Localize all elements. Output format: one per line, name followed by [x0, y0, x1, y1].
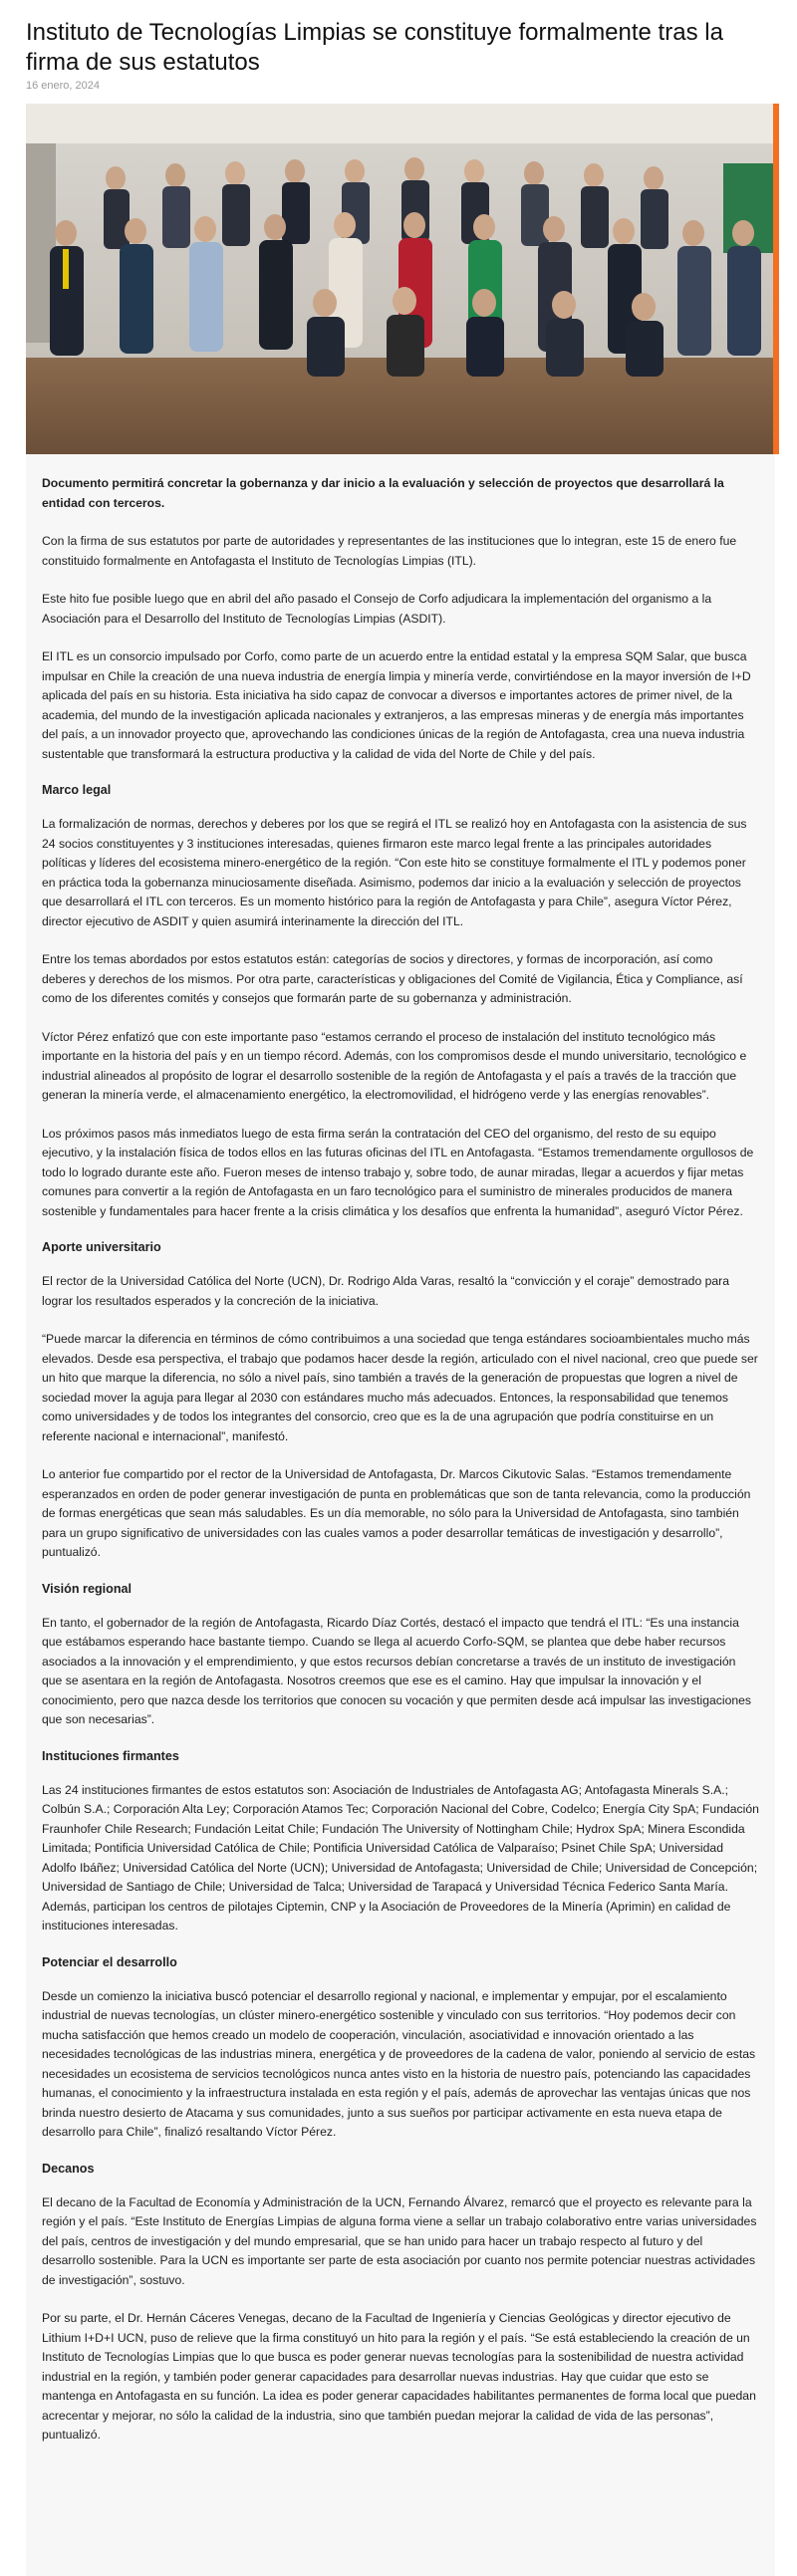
article-paragraph: Este hito fue posible luego que en abril del año pasado el Consejo de Corfo adjudicara la implementación del organismo a la Asociación para el Desarrollo del Instituto de Tecnologías Limpias (ASDIT).: [42, 592, 712, 626]
article-lead: Documento permitirá concretar la gobernanza y dar inicio a la evaluación y selección de proyectos que desarrollará la entidad con terceros.: [42, 476, 724, 510]
article-paragraph: Lo anterior fue compartido por el rector de la Universidad de Antofagasta, Dr. Marcos Cikutovic Salas. “Estamos tremendamente esperanzados en orden de poder generar investigación de punta en problemáticas que son de tanta relevancia, como la producción de formas energéticas que sean más saludables. Es un día memorable, no sólo para la Universidad de Antofagasta, sino también para un grupo significativo de universidades con las cuales vamos a poder desarrollar temáticas de investigación y desarrollo”, puntualizó.: [42, 1467, 751, 1559]
section-heading-decanos: Decanos: [42, 2161, 95, 2176]
article-paragraph: El ITL es un consorcio impulsado por Corfo, como parte de un acuerdo entre la entidad estatal y la empresa SQM Salar, que busca impulsar en Chile la creación de una nueva industria de energía limpia y minería verde, convirtiéndose en la mayor inversión de I+D aplicada del país en su historia. Esta iniciativa ha sido capaz de convocar a diversos e importantes actores de primer nivel, de la academia, del mundo de la investigación aplicada nacionales y extranjeros, a las empresas mineras y de energía más importantes del país, a un innovador proyecto que, aprovechando las condiciones únicas de la región de Antofagasta, crea una nueva industria sustentable que transformará la estructura productiva y la calidad de vida del Norte de Chile y del país.: [42, 649, 751, 761]
article-photo: [26, 104, 775, 454]
article-paragraph: El decano de la Facultad de Economía y Administración de la UCN, Fernando Álvarez, remarcó que el proyecto es relevante para la región y el país. “Este Instituto de Energías Limpias de alguna forma viene a sellar un trabajo colaborativo entre varias universidades del país, centros de investigación y del mundo empresarial, que se han unido para hacer un trabajo respecto al futuro y del desarrollo sostenible. Para la UCN es importante ser parte de esta asociación por cuanto nos permite potenciar nuestras actividades de investigación”, sostuvo.: [42, 2194, 757, 2287]
article-date: 16 enero, 2024: [26, 80, 101, 92]
section-heading-instituciones-firmantes: Instituciones firmantes: [42, 1748, 179, 1763]
article-paragraph: “Puede marcar la diferencia en términos de cómo contribuimos a una sociedad que tenga estándares socioambientales mucho más elevados. Desde esa perspectiva, el trabajo que podamos hacer desde la región, articulado con el nivel nacional, creo que puede ser un hito que marque la diferencia, no sólo a nivel país, sino también a través de la generación de propuestas que logren a nivel de sociedad mover la aguja para llegar al 2030 con estándares mucho más adecuados. Entonces, la responsabilidad que tenemos como universidades y de todos los integrantes del consorcio, creo que es la de una agrupación que podría constituirse en un referente nacional e internacional”, manifestó.: [42, 1332, 758, 1443]
section-heading-marco-legal: Marco legal: [42, 783, 112, 797]
article-title: Instituto de Tecnologías Limpias se constituye formalmente tras la firma de sus estatutos: [26, 19, 723, 76]
article-header: [0, 0, 797, 98]
article-paragraph: En tanto, el gobernador de la región de Antofagasta, Ricardo Díaz Cortés, destacó el impacto que tendrá el ITL: “Es una instancia que estábamos esperando hace bastante tiempo. Cuando se llega al acuerdo Corfo-SQM, se plantea que debe haber recursos asociados a la innovación y el emprendimiento, y que estos recursos debían concretarse a través de un instituto de investigación que se asentara en la región de Antofagasta. Nosotros creemos que ese es el camino. Hay que impulsar la innovación y el conocimiento, pero que nazca desde los territorios que conocen su vocación y que permiten desde acá impulsar las investigaciones que son necesarias”.: [42, 1615, 752, 1726]
section-heading-aporte-universitario: Aporte universitario: [42, 1240, 161, 1254]
article-paragraph: Las 24 instituciones firmantes de estos estatutos son: Asociación de Industriales de Antofagasta AG; Antofagasta Minerals S.A.; Colbún S.A.; Corporación Alta Ley; Corporación Atamos Tec; Corporación Nacional del Cobre, Codelco; Energía City SpA; Fundación Fraunhofer Chile Research; Fundación Leitat Chile; Fundación The University of Nottingham Chile; Hydrox SpA; Minera Escondida Limitada; Pontificia Universidad Católica de Chile; Pontificia Universidad Católica de Valparaíso; Psinet Chile SpA; Universidad Adolfo Ibáñez; Universidad Católica del Norte (UCN); Universidad de Antofagasta; Universidad de Chile; Universidad de Concepción; Universidad de Santiago de Chile; Universidad de Talca; Universidad de Tarapacá y Universidad Técnica Federico Santa María. Además, participan los centros de pilotajes Ciptemin, CNP y la Asociación de Proveedores de la Minería (Aprimin) en calidad de instituciones interesadas.: [42, 1782, 759, 1932]
article-paragraph: La formalización de normas, derechos y deberes por los que se regirá el ITL se realizó hoy en Antofagasta con la asistencia de sus 24 socios constituyentes y 3 instituciones interesadas, quienes firmaron este marco legal frente a las principales autoridades políticas y líderes del ecosistema minero-energético de la región. “Con este hito se constituye formalmente el ITL y podemos poner en práctica toda la gobernanza minuciosamente diseñada. Asimismo, podemos dar inicio a la evaluación y selección de proyectos que desarrollará el ITL con terceros. Es un momento histórico para la región de Antofagasta y para Chile”, asegura Víctor Pérez, director ejecutivo de ASDIT y quien asumirá interinamente la dirección del ITL.: [42, 817, 747, 928]
group-photo-icon: [26, 104, 775, 454]
accent-bar: [773, 104, 779, 454]
article-paragraph: Los próximos pasos más inmediatos luego de esta firma serán la contratación del CEO del organismo, del resto de su equipo ejecutivo, y la instalación física de todos ellos en las futuras oficinas del ITL en Antofagasta. “Estamos tremendamente orgullosos de todo lo logrado durante este año. Fueron meses de intenso trabajo y, sobre todo, de aunar miradas, llegar a acuerdos y fijar metas comunes para convertir a la región de Antofagasta en un faro tecnológico para el suministro de minerales producidos de manera sostenible y fundamentales para hacer frente a la crisis climática y los desafíos que enfrenta la humanidad”, aseguró Víctor Pérez.: [42, 1126, 754, 1218]
article-body: [26, 454, 775, 2576]
article-paragraph: Por su parte, el Dr. Hernán Cáceres Venegas, decano de la Facultad de Ingeniería y Ciencias Geológicas y director ejecutivo de Lithium I+D+I UCN, puso de relieve que la firma constituyó un hito para la región y el país. “Se está estableciendo la creación de un Instituto de Tecnologías Limpias que lo que busca es poder generar nuevas tecnologías para la sostenibilidad de nuestra actividad industrial en la región, y también poder generar capacidades para desarrollar nuevas industrias. Hay que cuidar que esto se mantenga en Antofagasta en su función. La idea es poder generar capacidades habilitantes permanentes de forma local que puedan acrecentar y mejorar, no sólo la calidad de la industria, sino que también puedan mejorar la calidad de vida de las personas”, puntualizó.: [42, 2311, 756, 2442]
article-paragraph: Entre los temas abordados por estos estatutos están: categorías de socios y directores, y formas de incorporación, así como deberes y derechos de los mismos. Por otra parte, características y obligaciones del Comité de Vigilancia, Ética y Compliance, así como de los diferentes comités y consejos que formarán parte de su gobernanza y administración.: [42, 952, 743, 1005]
section-heading-potenciar-desarrollo: Potenciar el desarrollo: [42, 1954, 177, 1969]
article-paragraph: Desde un comienzo la iniciativa buscó potenciar el desarrollo regional y nacional, e implementar y empujar, por el escalamiento industrial de nuevas tecnologías, un clúster minero-energético sostenible y vinculado con sus territorios. “Hoy podemos decir con mucha satisfacción que hemos creado un modelo de cooperación, vinculación, asociatividad e innovación orientado a las necesidades tecnológicas de las industrias minera, energética y de proveedores de la cadena de valor, poniendo al servicio de estas necesidades un ecosistema de servicios tecnológicos nunca antes visto en la historia de nuestro país, potenciando las capacidades humanas, el conocimiento y la infraestructura instalada en esta región y el país, además de aprovechar las ventajas únicas que nos brinda nuestro desierto de Atacama y sus comunidades, junto a sus sueños por participar activamente en esta nueva etapa de desarrollo para Chile”, finalizó resaltando Víctor Pérez.: [42, 1988, 756, 2139]
article-paragraph: Con la firma de sus estatutos por parte de autoridades y representantes de las instituciones que lo integran, este 15 de enero fue constituido formalmente en Antofagasta el Instituto de Tecnologías Limpias (ITL).: [42, 534, 737, 568]
article-paragraph: Víctor Pérez enfatizó que con este importante paso “estamos cerrando el proceso de instalación del instituto tecnológico más importante en la historia del país y en un tiempo récord. Además, con los compromisos desde el mundo universitario, tecnológico e industrial alineados al propósito de lograr el desarrollo sostenible de la región de Antofagasta y el país a través de la tracción que generan la minería verde, el almacenamiento energético, la electromovilidad, el hidrógeno verde y las energías renovables”.: [42, 1029, 747, 1102]
section-heading-vision-regional: Visión regional: [42, 1581, 133, 1596]
article-paragraph: El rector de la Universidad Católica del Norte (UCN), Dr. Rodrigo Alda Varas, resaltó la “convicción y el coraje” demostrado para lograr los resultados esperados y la concreción de la iniciativa.: [42, 1274, 730, 1308]
